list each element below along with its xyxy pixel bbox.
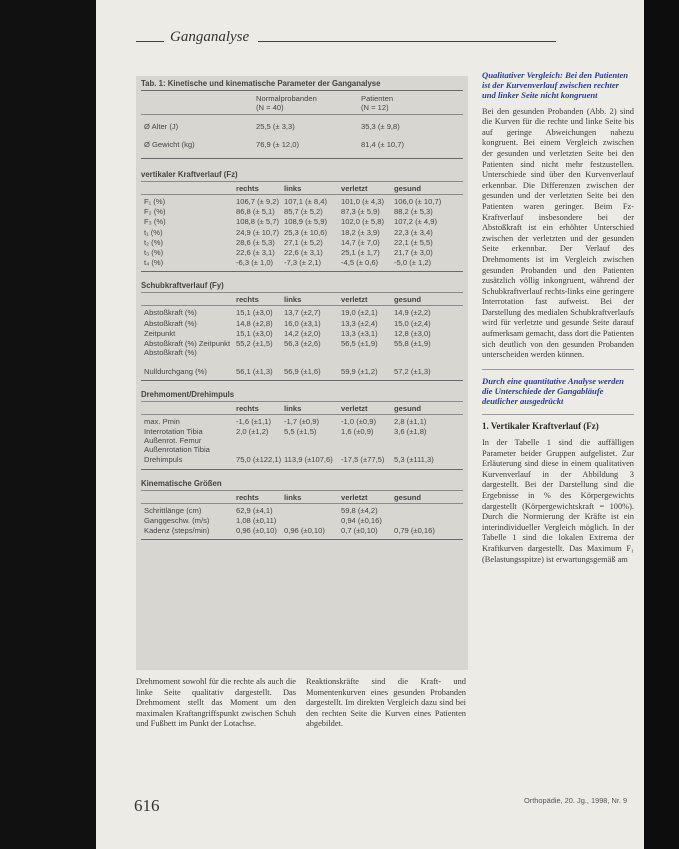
column-header: verletzt [341,404,368,414]
parameter-table [136,76,468,670]
section-rule [141,401,463,402]
table-cell: 1,6 (±0,9) [341,427,374,437]
column-header: verletzt [341,184,368,193]
running-header [136,30,556,46]
table-cell: 27,1 (± 5,2) [284,237,323,247]
table-cell: 3,6 (±1,8) [394,427,427,437]
right-paragraph-1: Bei den gesunden Probanden (Abb. 2) sind die Kurven für die rechte und linke Seite bis auf geringe Abweichungen nahezu kongruent. Bei einem Vergleich zwischen der gesunden und verletzten Seite bei den Patienten sind nicht mehr festzustellen. Unterschiede sind über den Kurvenverlauf erkennbar. Die Differenzen zwischen der gesunden und der verletzten Seite bei den Patienten waren geringer. Beim Fz-Kraftverlauf insbesondere bei der Abstoßkraft ist ein erhöhter Unterschied zwischen der verletzten und der gesunden Seite erkennbar. Der Verlauf des Drehmoments ist im Vergleich zwischen gesunden Probanden und den Patienten zusätzlich völlig inkongruent, während der Schubkraftverlauf rechts-links eine geringere Interrotation fast aufweist. Bei der Darstellung des medialen Schubkraftverlaufs wird für verletzte und gesunde Seite darauf aufmerksam gemacht, dass dort die Patienten sich deutlich von den gesunden Probanden unterscheiden werden können. [482,106,634,360]
table-cell: 75,0 (±122,1) [236,455,282,465]
bottom-text-col-1: Drehmoment sowohl für die rechte als auch die linke Seite qualitativ dargestellt. Das Drehmoment stellt das Moment um den maximalen Kraftangriffspunkt zwischen Schuh und Fußbett im Punkt der Lotachse. [136,677,296,729]
row-label: Schrittlänge (cm) [144,505,202,515]
table-cell: 0,96 (±0,10) [236,526,277,535]
column-header: gesund [394,404,422,414]
row-label: Ganggeschw. (m/s) [144,515,210,525]
row-label: Nulldurchgang (%) [144,367,207,376]
demo-value: 35,3 (± 9,8) [361,122,400,131]
section-title: Kinematische Größen [141,478,222,488]
table-cell: 22,1 (± 5,5) [394,237,433,247]
table-cell: 56,9 (±1,6) [284,367,321,376]
section-rule [141,414,463,415]
section-end-rule [141,539,463,540]
table-cell: 13,3 (±2,4) [341,318,378,328]
table-cell: 14,9 (±2,2) [394,308,431,318]
table-rule [141,158,463,159]
table-cell: 22,3 (± 3,4) [394,227,433,237]
row-label: Zeitpunkt [144,328,176,338]
table-cell: 15,1 (±3,0) [236,308,273,318]
journal-citation: Orthopädie, 20. Jg., 1998, Nr. 9 [524,796,628,805]
table-cell: 106,7 (± 9,2) [236,197,280,206]
demo-value: 81,4 (± 10,7) [361,140,405,149]
table-cell: 102,0 (± 5,8) [341,217,385,227]
row-label: Interrotation Tibia Außenrot. Femur Außenrotation Tibia [144,427,210,455]
table-top-rule [141,90,463,91]
table-cell: -17,5 (±77,5) [341,455,385,465]
column-header: links [284,295,302,305]
table-cell: 28,6 (± 5,3) [236,237,275,247]
table-cell: 22,6 (± 3,1) [284,248,323,257]
table-cell: 56,5 (±1,9) [341,339,378,348]
table-cell: 56,3 (±2,6) [284,339,321,348]
table-cell: 57,2 (±1,3) [394,367,431,376]
scan-right-border [644,0,679,849]
column-header: links [284,492,302,502]
table-cell: 106,0 (± 10,7) [394,197,442,206]
row-label: t₁ (%) [144,227,163,237]
callout-separator [482,414,634,415]
section-end-rule [141,271,463,272]
table-cell: -1,6 (±1,1) [236,417,271,427]
table-rule [141,114,463,115]
table-cell: -6,3 (± 1,0) [236,258,274,268]
demo-value: 25,5 (± 3,3) [256,122,295,131]
row-label: Drehimpuls [144,455,183,465]
table-cell: 86,8 (± 5,1) [236,207,275,217]
table-cell: 18,2 (± 3,9) [341,227,380,237]
section-rule [141,503,463,504]
table-cell: 0,7 (±0,10) [341,526,378,535]
column-header: rechts [236,295,259,305]
section-rule [141,292,463,293]
column-header: rechts [236,404,259,414]
group-header-normal: Normalprobanden [256,94,317,103]
table-cell: 113,9 (±107,6) [284,455,333,465]
row-label: Abstoßkraft (%) [144,318,197,328]
callout-quantitative: Durch eine quantitative Analyse werden die Unterschiede der Gangabläufe deutlicher ausgedrückt [482,375,624,407]
table-cell: 25,1 (± 1,7) [341,248,380,257]
row-label: t₂ (%) [144,237,163,247]
table-cell: 14,8 (±2,8) [236,318,273,328]
group-header-patients: Patienten [361,94,394,103]
table-cell: 107,1 (± 8,4) [284,197,328,206]
section-rule [141,305,463,306]
callout-separator [482,369,634,370]
section-title: vertikaler Kraftverlauf (Fz) [141,170,238,179]
table-cell: 15,1 (±3,0) [236,328,273,338]
table-cell: 56,1 (±1,3) [236,367,273,376]
row-label: Kadenz (steps/min) [144,526,210,535]
table-cell: 2,0 (±1,2) [236,427,269,437]
table-cell: 59,9 (±1,2) [341,367,378,376]
row-label: Abstoßkraft (%) [144,308,197,318]
column-header: gesund [394,295,422,305]
row-label: max. Pmin [144,417,180,427]
section-end-rule [141,469,463,470]
callout-qualitative: Qualitativer Vergleich: Bei den Patienten ist der Kurvenverlauf zwischen rechter und linker Seite nicht kongruent [482,70,629,101]
table-cell: 15,0 (±2,4) [394,318,431,328]
table-cell: 5,3 (±111,3) [394,455,434,465]
section-end-rule [141,380,463,381]
n-label-normal: (N = 40) [256,103,284,112]
table-cell: 107,2 (± 4,9) [394,217,438,227]
table-cell: 88,2 (± 5,3) [394,207,433,217]
column-header: gesund [394,492,422,502]
table-cell: -7,3 (± 2,1) [284,258,322,268]
page-number: 616 [134,796,160,815]
table-cell: 2,8 (±1,1) [394,417,427,427]
row-label: Abstoßkraft (%) Zeitpunkt Abstoßkraft (%) [144,339,231,357]
table-cell: 5,5 (±1,5) [284,427,317,437]
table-cell: 12,8 (±3,0) [394,328,431,338]
subheading-vertical-force: 1. Vertikaler Kraftverlauf (Fz) [482,421,599,432]
row-label: F₁ (%) [144,197,166,206]
table-cell: 85,7 (± 5,2) [284,207,323,217]
table-cell: 62,9 (±4,1) [236,505,273,515]
table-cell: 13,3 (±3,1) [341,328,378,338]
header-title: Ganganalyse [170,29,250,45]
journal-page [96,0,644,849]
row-label: t₄ (%) [144,258,164,268]
table-cell: 108,9 (± 5,9) [284,217,328,227]
section-rule [141,194,463,195]
table-cell: 101,0 (± 4,3) [341,197,385,206]
table-caption: Tab. 1: Kinetische und kinematische Parameter der Ganganalyse [141,79,381,88]
table-cell: 22,6 (± 3,1) [236,248,275,257]
scan-left-border [0,0,96,849]
table-cell: -4,5 (± 0,6) [341,258,379,268]
table-cell: 14,7 (± 7,0) [341,237,380,247]
table-cell: -5,0 (± 1,2) [394,258,432,268]
table-cell: 0,96 (±0,10) [284,526,325,535]
table-cell: 55,2 (±1,5) [236,339,273,348]
column-header: gesund [394,184,422,193]
bottom-text-col-2: Reaktionskräfte sind die Kraft- und Momentenkurven eines gesunden Probanden dargestellt. Im direkten Vergleich dazu sind bei den rechten Seite die Kurven eines Patienten abgebildet. [306,677,466,729]
table-cell: -1,0 (±0,9) [341,417,376,427]
section-rule [141,490,463,491]
right-paragraph-2: In der Tabelle 1 sind die auffälligen Parameter beider Gruppen aufgelistet. Zur Erläuterung sind diese in einem qualitativen Kurvenverlauf in der Abbildung 3 dargestellt. Bei der Darstellung sind die Ergebnisse in % des Körpergewichts dargestellt (Körpergewichtskraft = 100%). Durch die Normierung der Kräfte ist ein interindividueller Vergleich möglich. In der Tabelle 1 sind die lokalen Extrema der Kraftkurven dargestellt. Das Maximum F₁ (Belastungsspitze) ist erwartungsgemäß am [482,438,634,564]
table-cell: 108,8 (± 5,7) [236,217,280,227]
row-label: t₃ (%) [144,248,164,257]
section-rule [141,181,463,182]
table-cell: 1,08 (±0,11) [236,515,277,525]
table-cell: 16,0 (±3,1) [284,318,321,328]
section-title: Schubkraftverlauf (Fy) [141,281,224,291]
demo-label: Ø Gewicht (kg) [144,140,195,149]
demo-label: Ø Alter (J) [144,122,179,131]
row-label: F₃ (%) [144,217,166,227]
section-title: Drehmoment/Drehimpuls [141,390,235,400]
n-label-patients: (N = 12) [361,103,389,112]
table-cell: 24,9 (± 10,7) [236,227,280,237]
demo-value: 76,9 (± 12,0) [256,140,300,149]
column-header: rechts [236,184,259,193]
table-cell: 25,3 (± 10,6) [284,227,328,237]
row-label: F₂ (%) [144,207,166,217]
table-cell: 19,0 (±2,1) [341,308,378,318]
column-header: links [284,184,302,193]
table-cell: 55,8 (±1,9) [394,339,431,348]
table-cell: 0,94 (±0,16) [341,515,382,525]
table-cell: 14,2 (±2,0) [284,328,321,338]
column-header: verletzt [341,295,368,305]
table-cell: 87,3 (± 5,9) [341,207,380,217]
table-cell: 13,7 (±2,7) [284,308,321,318]
header-rule-left [136,41,164,42]
table-cell: 0,79 (±0,16) [394,526,435,535]
column-header: rechts [236,492,259,502]
table-cell: 59,8 (±4,2) [341,505,378,515]
table-cell: -1,7 (±0,9) [284,417,319,427]
header-rule-right [258,41,556,42]
right-text-column [482,70,634,565]
table-cell: 21,7 (± 3,0) [394,248,433,257]
column-header: verletzt [341,492,368,502]
column-header: links [284,404,302,414]
